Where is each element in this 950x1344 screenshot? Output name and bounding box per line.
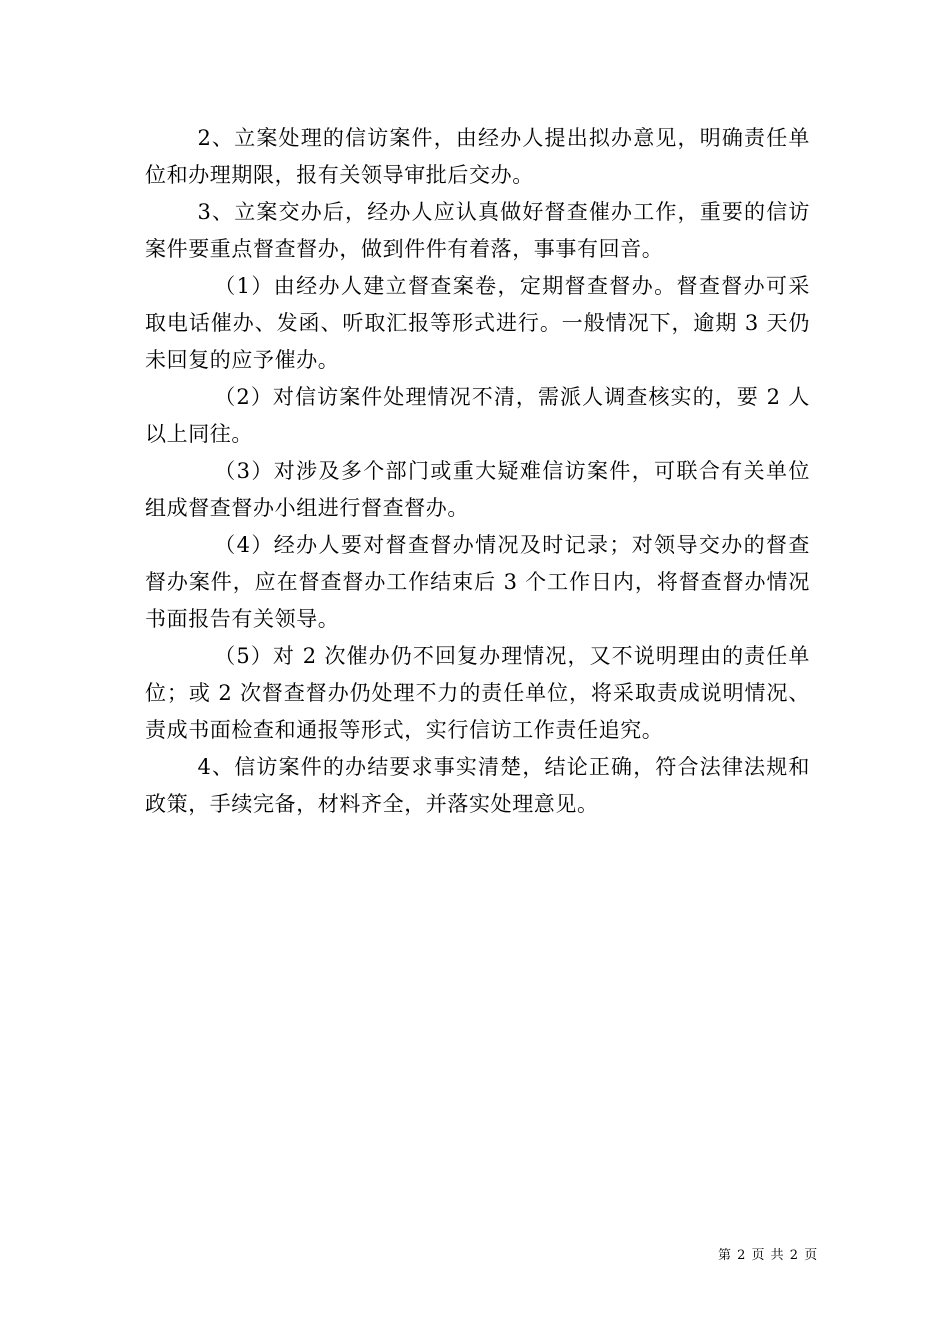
paragraph-subitem-4: （4）经办人要对督查督办情况及时记录；对领导交办的督查督办案件，应在督查督办工作结束后 3 个工作日内，将督查督办情况书面报告有关领导。 <box>145 533 810 631</box>
page-number-footer: 第 2 页 共 2 页 <box>718 1248 819 1263</box>
paragraph-subitem-1: （1）由经办人建立督查案卷，定期督查督办。督查督办可采取电话催办、发函、听取汇报等形式进行。一般情况下，逾期 3 天仍未回复的应予催办。 <box>145 274 810 372</box>
document-body <box>145 120 810 823</box>
paragraph-item-4: 4、信访案件的办结要求事实清楚，结论正确，符合法律法规和政策，手续完备，材料齐全，并落实处理意见。 <box>145 755 810 816</box>
paragraph-subitem-5: （5）对 2 次催办仍不回复办理情况，又不说明理由的责任单位；或 2 次督查督办仍处理不力的责任单位，将采取责成说明情况、责成书面检查和通报等形式，实行信访工作责任追究。 <box>145 644 810 742</box>
paragraph-item-2: 2、立案处理的信访案件，由经办人提出拟办意见，明确责任单位和办理期限，报有关领导审批后交办。 <box>145 126 810 187</box>
paragraph-subitem-2: （2）对信访案件处理情况不清，需派人调查核实的，要 2 人以上同往。 <box>145 385 810 446</box>
paragraph-item-3: 3、立案交办后，经办人应认真做好督查催办工作，重要的信访案件要重点督查督办，做到件件有着落，事事有回音。 <box>145 200 810 261</box>
paragraph-subitem-3: （3）对涉及多个部门或重大疑难信访案件，可联合有关单位组成督查督办小组进行督查督办。 <box>145 459 810 520</box>
